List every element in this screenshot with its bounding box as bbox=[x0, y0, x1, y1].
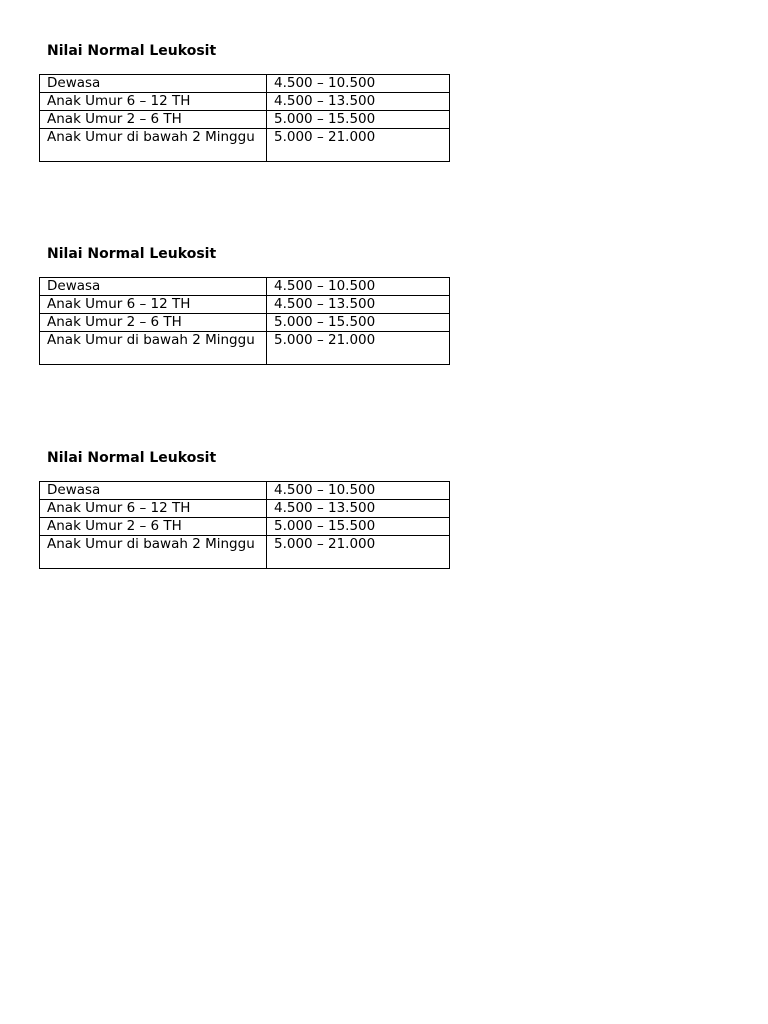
table-row bbox=[40, 129, 450, 162]
range-cell: 4.500 – 10.500 bbox=[267, 278, 450, 296]
leukosit-table bbox=[39, 74, 450, 162]
leukosit-section-3 bbox=[39, 450, 450, 552]
section-title: Nilai Normal Leukosit bbox=[47, 246, 217, 262]
age-group-cell: Anak Umur 2 – 6 TH bbox=[40, 518, 267, 536]
leukosit-table bbox=[39, 277, 450, 365]
range-cell: 4.500 – 13.500 bbox=[267, 500, 450, 518]
table-row bbox=[40, 278, 450, 296]
range-cell: 4.500 – 10.500 bbox=[267, 482, 450, 500]
table-row bbox=[40, 536, 450, 569]
age-group-cell: Anak Umur 2 – 6 TH bbox=[40, 111, 267, 129]
age-group-cell: Dewasa bbox=[40, 75, 267, 93]
age-group-cell: Anak Umur 2 – 6 TH bbox=[40, 314, 267, 332]
range-cell: 4.500 – 13.500 bbox=[267, 296, 450, 314]
age-group-cell: Anak Umur di bawah 2 Minggu bbox=[40, 536, 267, 569]
age-group-cell: Anak Umur 6 – 12 TH bbox=[40, 500, 267, 518]
table-row bbox=[40, 500, 450, 518]
age-group-cell: Anak Umur di bawah 2 Minggu bbox=[40, 129, 267, 162]
range-cell: 5.000 – 15.500 bbox=[267, 111, 450, 129]
range-cell: 4.500 – 10.500 bbox=[267, 75, 450, 93]
age-group-cell: Anak Umur di bawah 2 Minggu bbox=[40, 332, 267, 365]
age-group-cell: Dewasa bbox=[40, 278, 267, 296]
leukosit-section-2 bbox=[39, 246, 450, 348]
range-cell: 5.000 – 21.000 bbox=[267, 332, 450, 365]
range-cell: 5.000 – 15.500 bbox=[267, 314, 450, 332]
section-title: Nilai Normal Leukosit bbox=[47, 43, 217, 59]
table-row bbox=[40, 482, 450, 500]
range-cell: 4.500 – 13.500 bbox=[267, 93, 450, 111]
leukosit-table bbox=[39, 481, 450, 569]
leukosit-section-1 bbox=[39, 43, 450, 145]
table-row bbox=[40, 75, 450, 93]
range-cell: 5.000 – 21.000 bbox=[267, 129, 450, 162]
table-row bbox=[40, 111, 450, 129]
section-title: Nilai Normal Leukosit bbox=[47, 450, 217, 466]
age-group-cell: Dewasa bbox=[40, 482, 267, 500]
range-cell: 5.000 – 21.000 bbox=[267, 536, 450, 569]
range-cell: 5.000 – 15.500 bbox=[267, 518, 450, 536]
age-group-cell: Anak Umur 6 – 12 TH bbox=[40, 93, 267, 111]
table-row bbox=[40, 296, 450, 314]
table-row bbox=[40, 314, 450, 332]
table-row bbox=[40, 93, 450, 111]
age-group-cell: Anak Umur 6 – 12 TH bbox=[40, 296, 267, 314]
table-row bbox=[40, 518, 450, 536]
table-row bbox=[40, 332, 450, 365]
